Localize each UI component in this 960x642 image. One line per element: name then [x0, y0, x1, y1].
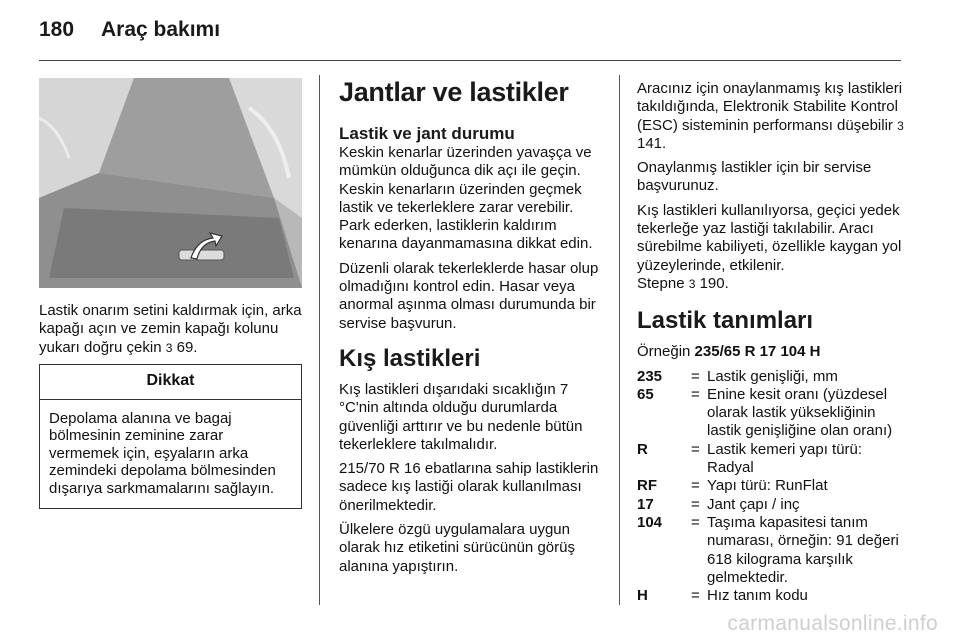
definition-equals: = — [691, 587, 700, 605]
definition-value: Yapı türü: RunFlat — [707, 477, 828, 495]
ref-page: 141. — [637, 134, 667, 152]
definition-value: Jant çapı / inç — [707, 495, 800, 513]
trunk-floor-illustration — [39, 78, 302, 288]
definition-key: 65 — [637, 385, 654, 403]
definition-key: 235 — [637, 367, 663, 385]
notice-box — [39, 364, 302, 509]
paragraph: Keskin kenarlar üzerinden yavaşça ve mümkün olduğunca dik açı ile geçin. Keskin kenarların üzerinden geçmek lastik ve tekerleklere zarar verebilir. Park ederken, lastiklerin kaldırım kenarına dayanmamasına dikkat edin. — [339, 144, 593, 253]
caption-text: Lastik onarım setini kaldırmak için, arka kapağı açın ve zemin kapağı kolunu yukarı doğru çekin — [39, 302, 302, 356]
subheading-winter-tires: Kış lastikleri — [339, 344, 481, 372]
watermark: carmanualsonline.info — [727, 612, 938, 635]
example-value: 235/65 R 17 104 H — [694, 343, 821, 361]
paragraph: Onaylanmış lastikler için bir servise başvurunuz. — [637, 159, 872, 195]
ref-arrow-icon: 3 — [897, 118, 904, 133]
definition-row — [637, 514, 907, 587]
definition-equals: = — [691, 495, 700, 513]
paragraph: 215/70 R 16 ebatlarına sahip lastiklerin sadece kış lastiği olarak kullanılması önerilmektedir. — [339, 460, 599, 514]
spare-wheel-label: Stepne — [637, 274, 685, 292]
notice-body: Depolama alanına ve bagaj bölmesinin zeminine zarar vermemek için, eşyaların arka zemindeki depolama bölmesinden dışarıya sarkmamalarını sağlayın. — [49, 409, 276, 497]
subheading-tire-condition: Lastik ve jant durumu — [339, 124, 515, 143]
definition-key: RF — [637, 477, 657, 495]
definition-row — [637, 368, 907, 386]
definition-row — [637, 441, 907, 478]
subheading-tire-designations: Lastik tanımları — [637, 307, 814, 335]
column-divider-2 — [619, 75, 620, 605]
definition-key: 17 — [637, 495, 654, 513]
caption-ref-page: 69. — [176, 338, 198, 356]
definition-key: R — [637, 440, 648, 458]
definition-row — [637, 496, 907, 514]
definition-equals: = — [691, 367, 700, 385]
example-label: Örneğin — [637, 343, 691, 361]
definition-equals: = — [691, 477, 700, 495]
paragraph: Ülkelere özgü uygulamalara uygun olarak hız etiketini sürücünün görüş alanına yapıştırın. — [339, 521, 575, 575]
paragraph: Aracınız için onaylanmamış kış lastikleri takıldığında, Elektronik Stabilite Kontrol (ESC) sisteminin performansı düşebilir — [637, 80, 903, 134]
definition-row — [637, 587, 907, 605]
column-divider-1 — [319, 75, 320, 605]
paragraph: Düzenli olarak tekerleklerde hasar olup olmadığını kontrol edin. Hasar veya anormal aşınma olması durumunda bir servise başvurun. — [339, 259, 599, 332]
header-rule — [39, 60, 901, 61]
definition-value: Lastik kemeri yapı türü: Radyal — [707, 440, 863, 477]
definition-row — [637, 477, 907, 495]
definition-value: Taşıma kapasitesi tanım numarası, örneğin: 91 değeri 618 kilograma karşılık gelmektedir. — [707, 513, 899, 586]
photo-caption — [39, 302, 304, 363]
definition-equals: = — [691, 385, 700, 403]
page-number: 180 — [39, 18, 75, 41]
trunk-floor-photo — [39, 78, 302, 288]
designation-table — [637, 368, 907, 606]
definition-value: Lastik genişliği, mm — [707, 367, 838, 385]
paragraph: Kış lastikleri dışarıdaki sıcaklığın 7 °C'nin altında olduğu durumlarda güvenliği arttırır ve bu nedenle bütün tekerleklere takılmalıdır. — [339, 380, 583, 453]
page-header — [39, 18, 220, 42]
middle-column — [339, 76, 607, 582]
ref-arrow-icon: 3 — [688, 276, 696, 291]
paragraph: Kış lastikleri kullanılıyorsa, geçici yedek tekerleğe yaz lastiği takılabilir. Aracı sürebilme kabiliyeti, özellikle kaygan yol yüzeylerinde, etkilenir. — [637, 201, 902, 274]
section-heading: Jantlar ve lastikler — [339, 77, 569, 107]
right-column — [637, 80, 907, 605]
definition-key: H — [637, 587, 648, 605]
ref-page: 190. — [699, 274, 729, 292]
definition-value: Enine kesit oranı (yüzdesel olarak lastik yüksekliğinin lastik genişliğine olan oranı) — [707, 385, 893, 440]
definition-equals: = — [691, 513, 700, 531]
definition-equals: = — [691, 440, 700, 458]
ref-arrow-icon: 3 — [165, 340, 173, 355]
definition-row — [637, 386, 907, 441]
definition-value: Hız tanım kodu — [707, 587, 808, 605]
section-title: Araç bakımı — [101, 18, 221, 41]
definition-key: 104 — [637, 513, 663, 531]
notice-title: Dikkat — [40, 365, 301, 400]
